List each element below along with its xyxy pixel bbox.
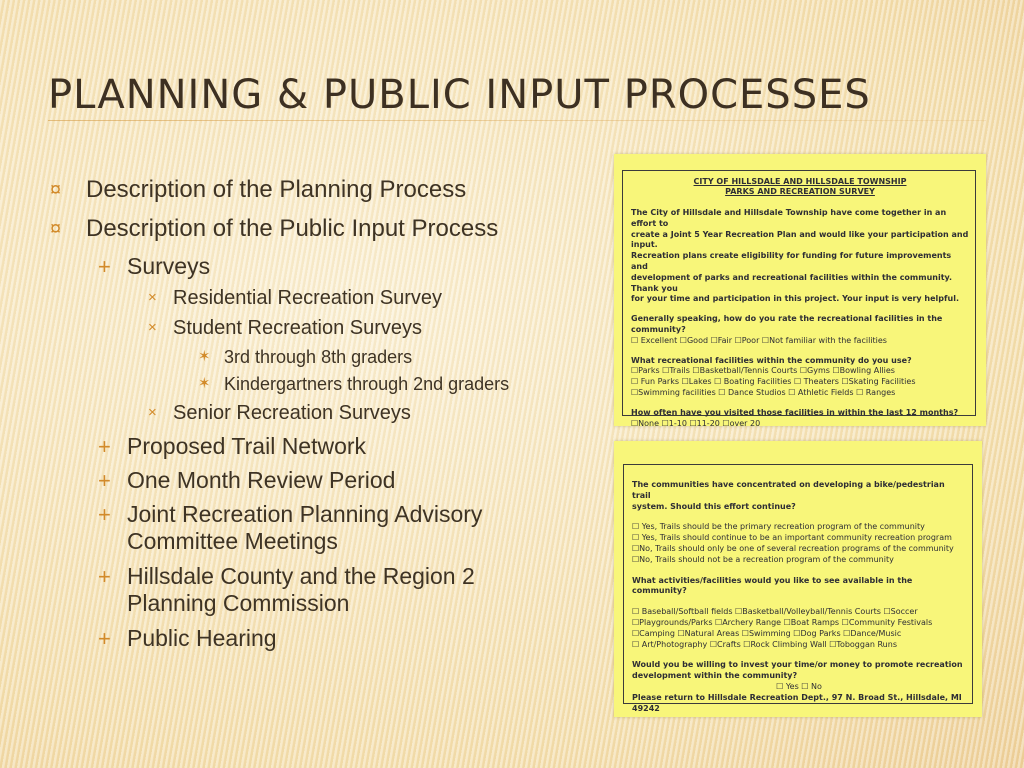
bullet-item [148,316,422,340]
x-bullet-icon: ¤ [50,179,62,201]
survey-question: development within the community? [632,671,798,681]
bullet-item [98,501,528,555]
bullet-text: Hillsdale County and the Region 2 Planning Commission [127,563,475,616]
bullet-item [98,253,210,280]
survey-question: Generally speaking, how do you rate the recreational facilities in the community? [631,314,943,334]
survey-intro-line: Recreation plans create eligibility for funding for future improvements and [631,251,952,271]
survey-intro-line: development of parks and recreational facilities within the community. Thank you [631,272,953,293]
survey-image-page-1 [614,154,986,426]
star-bullet-icon: ✶ [198,375,211,392]
bullet-text: Residential Recreation Survey [173,287,443,309]
bullet-text: Student Recreation Surveys [173,317,423,339]
bullet-text: One Month Review Period [127,467,396,493]
survey-options: ☐ Yes, Trails should be the primary recreation program of the community [632,522,925,532]
survey-question: Would you be willing to invest your time/or money to promote recreation [632,660,963,670]
bullet-text: Surveys [127,253,211,279]
survey-border [622,170,976,428]
survey-return-note: Please return to Hillsdale Recreation Dept., 97 N. Broad St., Hillsdale, MI 49242 [632,692,962,713]
plus-bullet-icon: + [98,468,111,493]
survey-question: What recreational facilities within the community do you use? [631,355,912,365]
bullet-text: Senior Recreation Surveys [173,402,411,424]
bullet-item [98,563,528,617]
survey-heading: CITY OF HILLSDALE AND HILLSDALE TOWNSHIP [693,177,907,186]
survey-options: ☐Playgrounds/Parks ☐Archery Range ☐Boat Ramps ☐Community Festivals [632,617,933,627]
survey-options: ☐ Fun Parks ☐Lakes ☐ Boating Facilities ☐ Theaters ☐Skating Facilities [631,377,916,387]
bullet-item [98,433,366,460]
x-bullet-icon: × [148,319,157,336]
survey-intro-line: The City of Hillsdale and Hillsdale Township have come together in an effort to [631,208,947,228]
survey-options: ☐No, Trails should not be a recreation program of the community [632,554,894,564]
survey-options: ☐ Yes ☐ No [776,681,822,691]
survey-options: ☐No, Trails should only be one of several recreation programs of the community [632,543,954,553]
bullet-text: Public Hearing [127,625,277,651]
x-bullet-icon: ¤ [50,218,62,240]
bullet-text: Proposed Trail Network [127,433,367,459]
survey-intro-line: for your time and participation in this project. Your input is very helpful. [631,294,959,304]
survey-options: ☐Parks ☐Trails ☐Basketball/Tennis Courts ☐Gyms ☐Bowling Allies [631,366,895,376]
survey-question: system. Should this effort continue? [632,501,796,511]
bullet-text: Joint Recreation Planning Advisory Committee Meetings [127,501,483,554]
survey-question: What activities/facilities would you like to see available in the community? [632,575,913,596]
survey-options: ☐Swimming facilities ☐ Dance Studios ☐ Athletic Fields ☐ Ranges [631,387,896,397]
bullet-text: Description of the Planning Process [86,176,467,203]
bullet-item [98,467,395,494]
survey-question: The communities have concentrated on developing a bike/pedestrian trail [632,480,945,500]
bullet-item [98,625,277,652]
plus-bullet-icon: + [98,564,111,589]
bullet-item [48,176,466,204]
title-underline [48,120,986,121]
survey-options: ☐Camping ☐Natural Areas ☐Swimming ☐Dog Parks ☐Dance/Music [632,628,902,638]
survey-options: ☐ Baseball/Softball fields ☐Basketball/Volleyball/Tennis Courts ☐Soccer [632,607,918,617]
plus-bullet-icon: + [98,502,111,527]
bullet-item [198,373,509,395]
survey-options: ☐ Excellent ☐Good ☐Fair ☐Poor ☐Not familiar with the facilities [631,335,887,345]
plus-bullet-icon: + [98,434,111,459]
bullet-item [148,286,442,310]
bullet-text: 3rd through 8th graders [224,347,413,367]
bullet-text: Description of the Public Input Process [86,215,499,242]
bullet-item [198,346,412,368]
bullet-item [148,401,411,425]
slide-title: PLANNING & PUBLIC INPUT PROCESSES [48,72,871,118]
star-bullet-icon: ✶ [198,348,211,365]
plus-bullet-icon: + [98,626,111,651]
bullet-item [48,215,498,243]
survey-options: ☐ Yes, Trails should continue to be an important community recreation program [632,533,952,543]
survey-subheading: PARKS AND RECREATION SURVEY [725,187,875,196]
x-bullet-icon: × [148,289,157,306]
survey-options: ☐ Art/Photography ☐Crafts ☐Rock Climbing Wall ☐Toboggan Runs [632,639,897,649]
survey-border [623,464,973,713]
plus-bullet-icon: + [98,254,111,279]
survey-options: ☐None ☐1-10 ☐11-20 ☐over 20 [631,418,761,428]
survey-image-page-2 [614,441,982,717]
bullet-text: Kindergartners through 2nd graders [224,374,510,394]
x-bullet-icon: × [148,404,157,421]
survey-question: How often have you visited those facilities in within the last 12 months? [631,407,959,417]
survey-intro-line: create a Joint 5 Year Recreation Plan and would like your participation and input. [631,229,969,250]
